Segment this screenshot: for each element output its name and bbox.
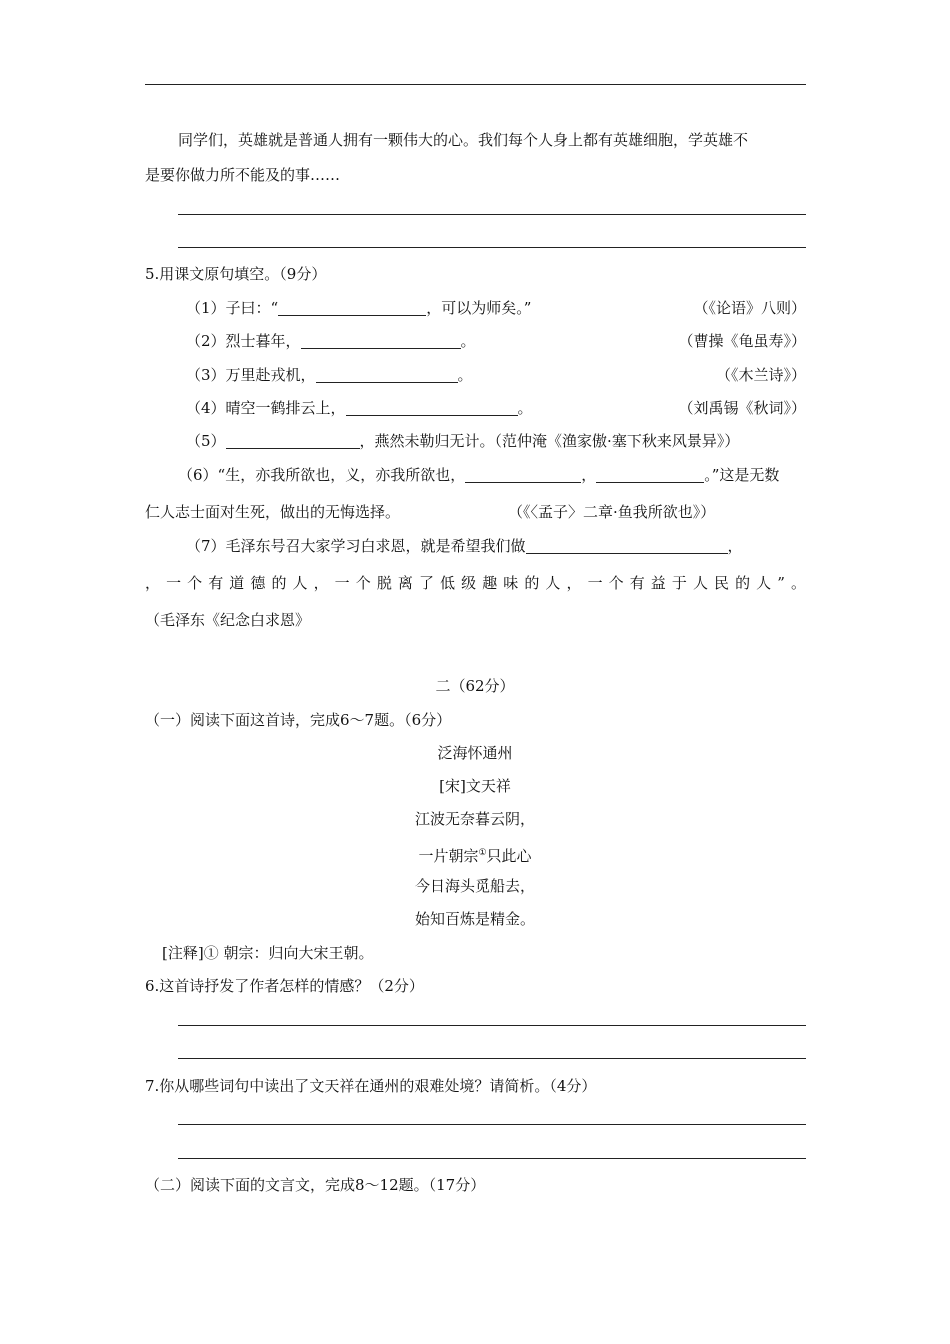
poem-line-1: 江波无奈暮云阴， [414, 810, 535, 828]
answer-line[interactable] [178, 1124, 806, 1125]
poem-line-2: 一片朝宗①只此心 [418, 847, 532, 865]
q5-item-6: （6）“生，亦我所欲也，义，亦我所欲也， ， 。”这是无数 [178, 466, 780, 484]
fill-blank[interactable] [278, 301, 426, 316]
fill-blank[interactable] [301, 334, 461, 349]
q5-item-4: （4）晴空一鹤排云上， 。 [186, 399, 533, 417]
q5-item-7: （7）毛泽东号召大家学习白求恩，就是希望我们做 ， [186, 537, 743, 555]
q5-item-4-source: （刘禹锡《秋词》） [678, 399, 806, 417]
fill-blank[interactable] [526, 539, 728, 554]
poem-author: [宋]文天祥 [439, 777, 511, 795]
q5-item-5: （5） ，燕然未勒归无计。（范仲淹《渔家傲·塞下秋来风景异》） [186, 432, 740, 450]
section-2-part-2: （二）阅读下面的文言文，完成8～12题。（17分） [145, 1176, 486, 1194]
intro-line-1: 同学们，英雄就是普通人拥有一颗伟大的心。我们每个人身上都有英雄细胞，学英雄不 [178, 131, 749, 149]
question-7: 7.你从哪些词句中读出了文天祥在通州的艰难处境？请简析。（4分） [145, 1077, 597, 1095]
question-5-title: 5.用课文原句填空。（9分） [145, 265, 327, 283]
q5-item-2: （2）烈士暮年， 。 [186, 332, 476, 350]
fill-blank[interactable] [596, 468, 704, 483]
poem-note: [注释]① 朝宗：归向大宋王朝。 [162, 944, 374, 962]
section-2-part-1: （一）阅读下面这首诗，完成6～7题。（6分） [145, 711, 452, 729]
answer-line[interactable] [178, 1025, 806, 1026]
answer-line[interactable] [178, 1158, 806, 1159]
answer-line[interactable] [178, 214, 806, 215]
q5-item-1: （1）子曰：“ ，可以为师矣。” [186, 299, 532, 317]
fill-blank[interactable] [226, 434, 360, 449]
q5-item-7-line-2: ，一个有道德的人，一个脱离了低级趣味的人，一个有益于人民的人”。 [145, 574, 806, 592]
q5-item-6-line-2: 仁人志士面对生死，做出的无悔选择。 [145, 503, 401, 521]
fill-blank[interactable] [346, 401, 518, 416]
q5-item-6-source: （《〈孟子〉二章·鱼我所欲也》） [508, 503, 716, 521]
q5-item-1-source: （《论语》八则） [693, 299, 806, 317]
poem-title: 泛海怀通州 [437, 744, 513, 762]
fill-blank[interactable] [465, 468, 581, 483]
poem-line-3: 今日海头觅船去， [414, 877, 535, 895]
answer-line[interactable] [178, 1058, 806, 1059]
fill-blank[interactable] [316, 368, 458, 383]
question-6: 6.这首诗抒发了作者怎样的情感？（2分） [145, 977, 424, 995]
poem-line-4: 始知百炼是精金。 [414, 910, 535, 928]
q5-item-3-source: （《木兰诗》） [715, 366, 806, 384]
q5-item-7-line-3: （毛泽东《纪念白求恩》 [145, 611, 311, 629]
section-2-heading: 二（62分） [435, 677, 515, 695]
intro-line-2: 是要你做力所不能及的事…… [145, 166, 341, 184]
footnote-marker: ① [478, 848, 487, 858]
q5-item-3: （3）万里赴戎机， 。 [186, 366, 473, 384]
top-rule [145, 84, 806, 85]
answer-line[interactable] [178, 247, 806, 248]
q5-item-2-source: （曹操《龟虽寿》） [678, 332, 806, 350]
